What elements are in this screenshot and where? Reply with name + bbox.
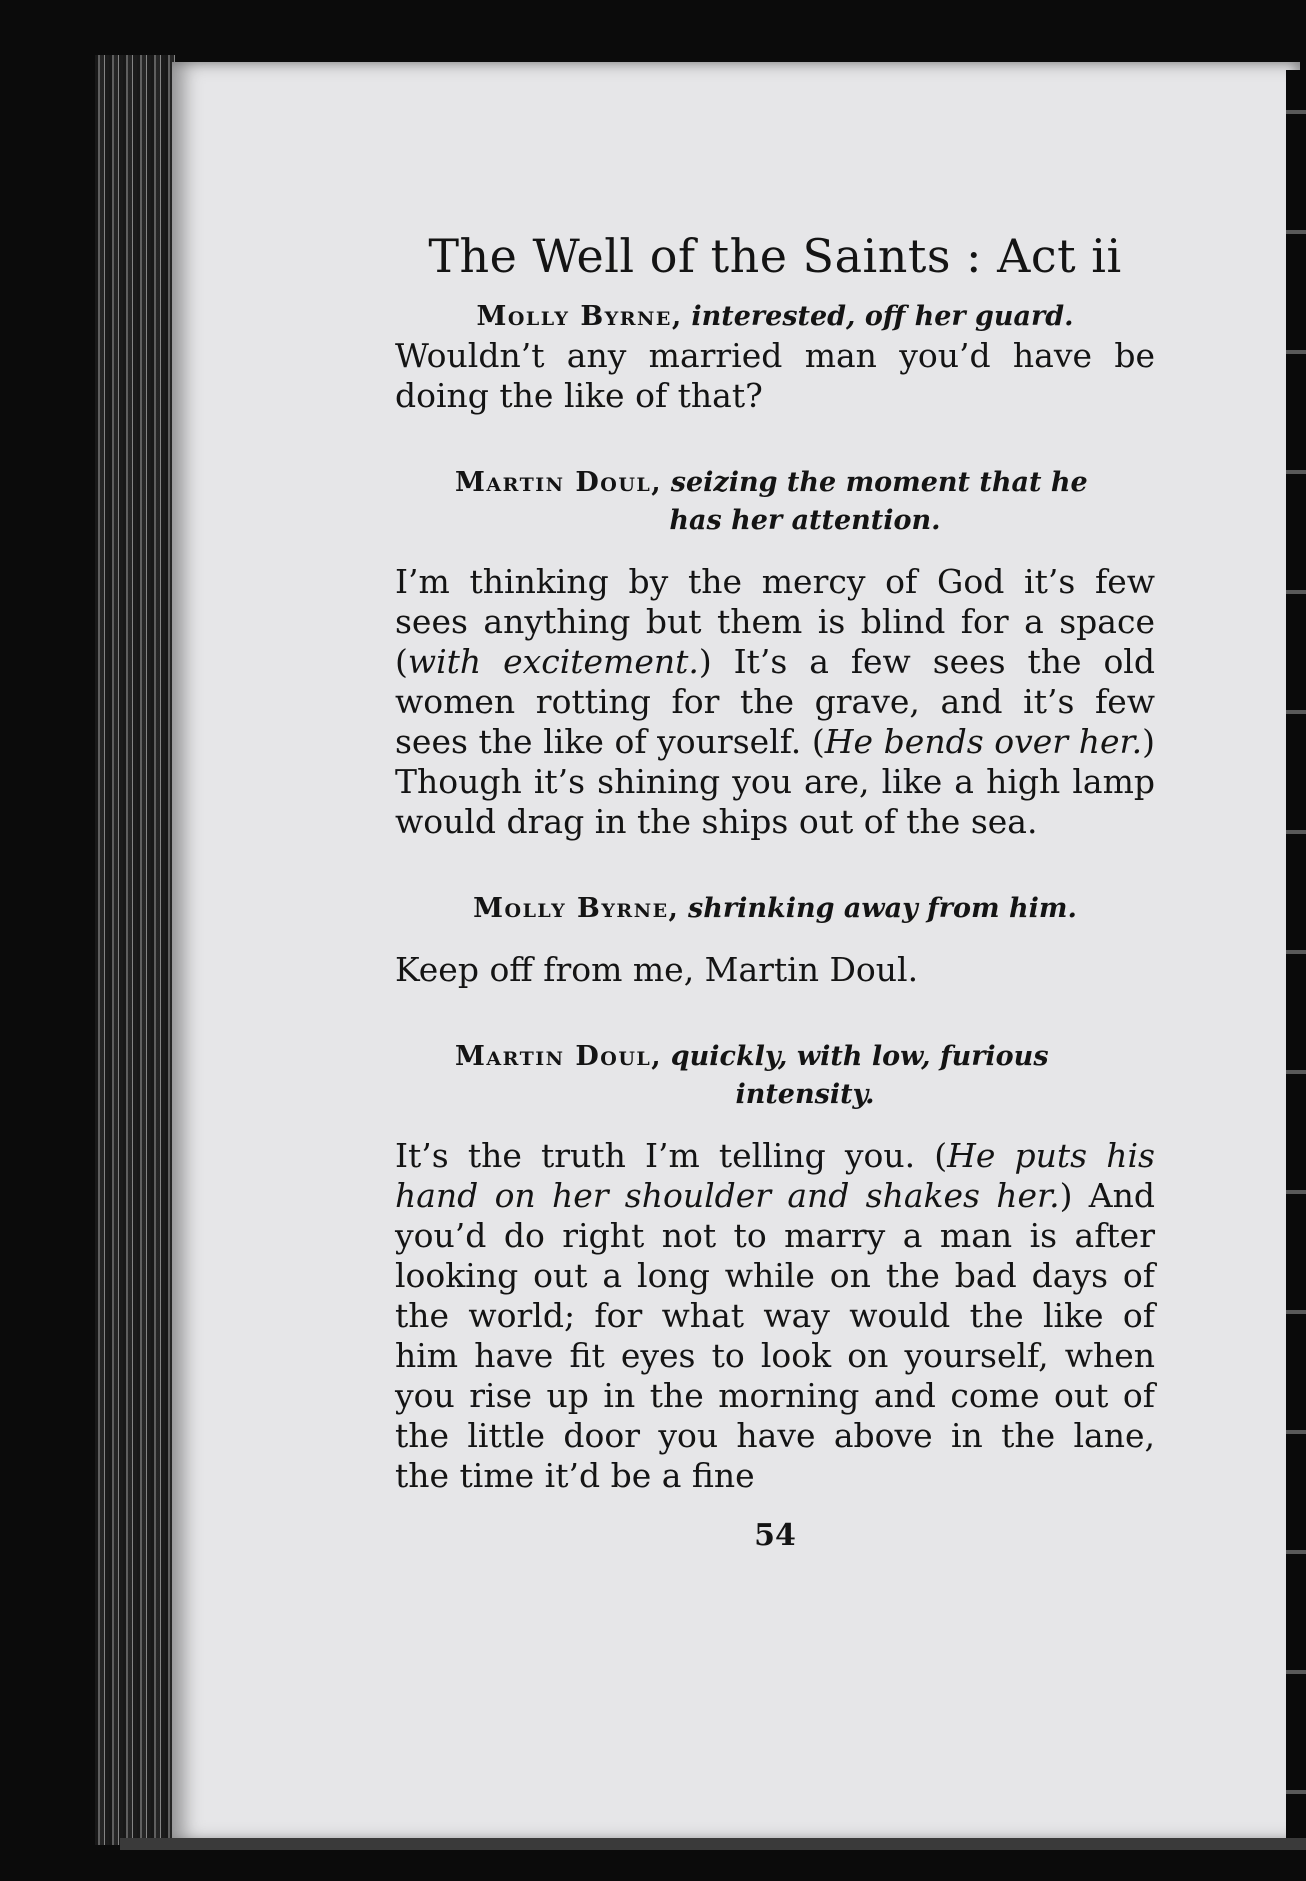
speaker-name: Molly Byrne, (476, 301, 683, 332)
page-number: 54 (754, 1518, 796, 1553)
speech-text: Wouldn’t any married man you’d have be doing the like of that? (395, 336, 1155, 415)
speaker-name: Molly Byrne, (473, 893, 680, 924)
direction-continuation: has her attention. (669, 505, 941, 536)
inline-direction: He bends over her. (824, 722, 1143, 761)
speech-text: Keep off from me, Martin Doul. (395, 950, 919, 989)
running-header: The Well of the Saints : Act ii (428, 229, 1122, 283)
stage-direction (395, 1038, 1155, 1114)
direction-text: interested, off her guard. (691, 301, 1074, 332)
direction-text: shrinking away from him. (688, 893, 1077, 924)
speech-text: I’m thinking by the mercy of God it’s few sees anything but them is blind for a space (with excitement.) It’s a few sees the old women rotting for the grave, and it’s few sees the like of yourself. (He bends over her.) Though it’s shining you are, like a high lamp would drag in the ships out of the sea. (395, 562, 1155, 841)
book-spine (95, 55, 175, 1845)
inline-direction: He puts his hand on her shoulder and shakes her. (395, 1136, 1155, 1215)
speaker-name: Martin Doul, (455, 1041, 663, 1072)
direction-text: quickly, with low, furious (670, 1041, 1049, 1072)
inline-direction: with excitement. (407, 642, 699, 681)
direction-continuation: intensity. (735, 1079, 875, 1110)
speaker-name: Martin Doul, (455, 467, 663, 498)
stage-direction (395, 890, 1155, 928)
stage-direction (395, 464, 1155, 540)
stage-direction (395, 298, 1155, 336)
speech-text: It’s the truth I’m telling you. (He puts his hand on her shoulder and shakes her.) And you’d do right not to marry a man is after looking out a long while on the bad days of the world; for what way would the like of him have fit eyes to look on yourself, when you rise up in the morning and come out of the little door you have above in the lane, the time it’d be a fine (395, 1136, 1156, 1495)
page-edge-bottom (120, 1838, 1306, 1850)
page-edge-right (1286, 70, 1306, 1840)
page-content (395, 228, 1155, 1553)
direction-text: seizing the moment that he (670, 467, 1088, 498)
